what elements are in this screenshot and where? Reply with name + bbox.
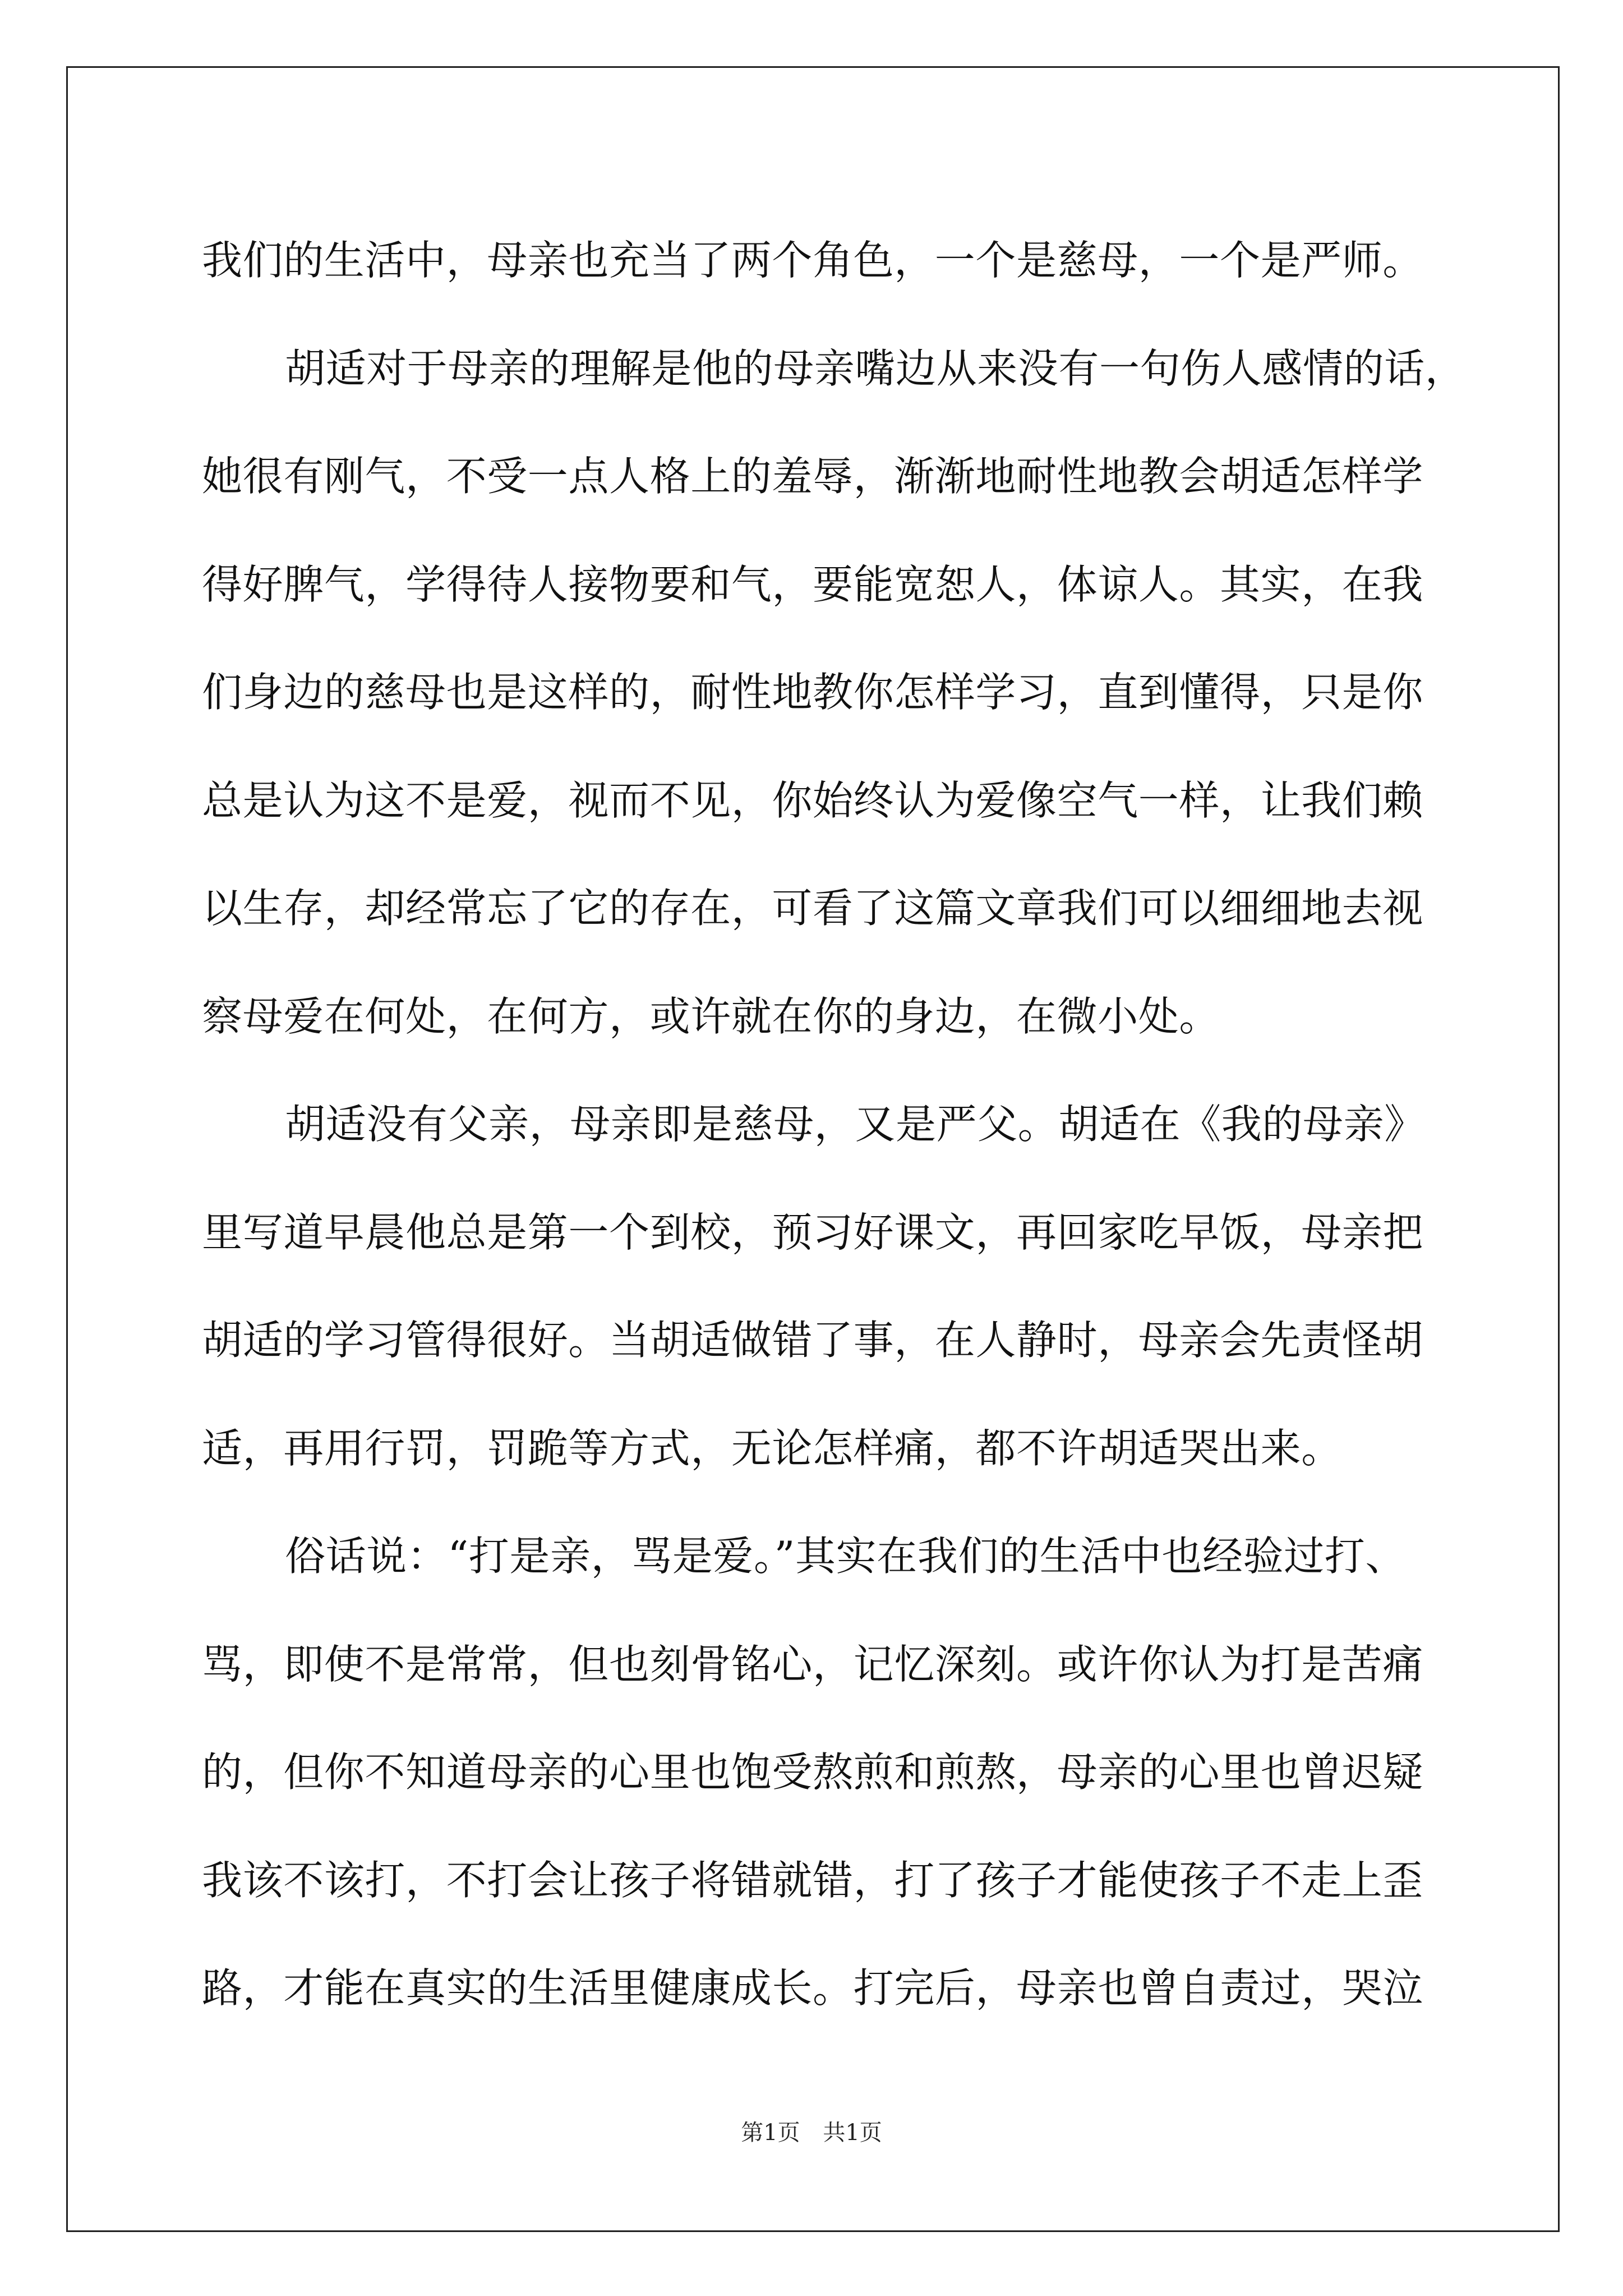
text-line: 她很有刚气，不受一点人格上的羞辱，渐渐地耐性地教会胡适怎样学	[202, 453, 1424, 500]
text-line: 察母爱在何处，在何方，或许就在你的身边，在微小处。	[202, 992, 1220, 1040]
text-line: 胡适的学习管得很好。当胡适做错了事，在人静时，母亲会先责怪胡	[202, 1317, 1424, 1364]
text-line: 里写道早晨他总是第一个到校，预习好课文，再回家吃早饭，母亲把	[202, 1208, 1424, 1256]
text-line: 适，再用行罚，罚跪等方式，无论怎样痛，都不许胡适哭出来。	[202, 1424, 1342, 1472]
document-body	[202, 206, 1469, 2042]
text-line: 以生存，却经常忘了它的存在，可看了这篇文章我们可以细细地去视	[202, 885, 1424, 932]
text-line: 我们的生活中，母亲也充当了两个角色，一个是慈母，一个是严师。	[202, 237, 1424, 284]
text-line: 们身边的慈母也是这样的，耐性地教你怎样学习，直到懂得，只是你	[202, 669, 1424, 716]
text-line: 的，但你不知道母亲的心里也饱受熬煎和煎熬，母亲的心里也曾迟疑	[202, 1749, 1424, 1796]
page-footer	[0, 2115, 1623, 2147]
text-line: 路，才能在真实的生活里健康成长。打完后，母亲也曾自责过，哭泣	[202, 1964, 1424, 2012]
text-line: 俗话说：“打是亲，骂是爱。”其实在我们的生活中也经验过打、	[285, 1533, 1407, 1580]
text-line: 得好脾气，学得待人接物要和气，要能宽恕人，体谅人。其实，在我	[202, 560, 1424, 608]
text-line: 胡适对于母亲的理解是他的母亲嘴边从来没有一句伤人感情的话，	[285, 344, 1466, 392]
text-line: 总是认为这不是爱，视而不见，你始终认为爱像空气一样，让我们赖	[202, 776, 1424, 824]
text-line: 胡适没有父亲，母亲即是慈母，又是严父。胡适在《我的母亲》	[285, 1101, 1425, 1148]
text-line: 骂，即使不是常常，但也刻骨铭心，记忆深刻。或许你认为打是苦痛	[202, 1640, 1424, 1688]
page-total: 共1页	[823, 2120, 882, 2146]
text-line: 我该不该打，不打会让孩子将错就错，打了孩子才能使孩子不走上歪	[202, 1856, 1424, 1904]
page-number: 第1页	[741, 2120, 800, 2146]
